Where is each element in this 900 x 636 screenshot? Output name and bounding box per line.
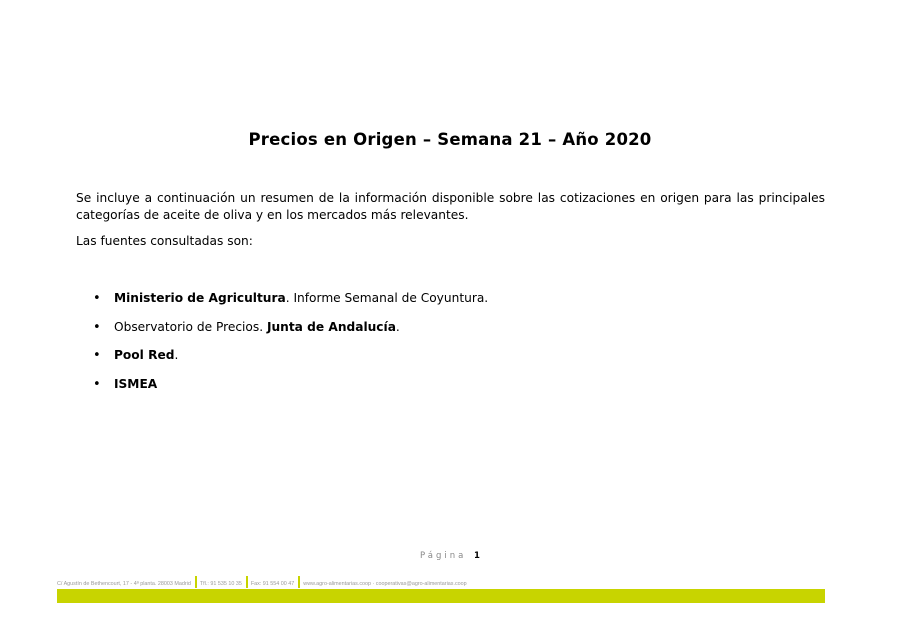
source-name: Pool Red [114, 348, 175, 362]
source-name: Ministerio de Agricultura [114, 291, 286, 305]
list-item [76, 290, 488, 319]
source-name: ISMEA [114, 376, 158, 391]
bullet-icon: • [93, 376, 101, 392]
source-prefix: Observatorio de Precios. [114, 319, 267, 334]
sources-intro: Las fuentes consultadas son: [76, 234, 253, 248]
bullet-icon: • [93, 291, 101, 306]
sources-list [76, 290, 488, 404]
footer-address: C/ Agustín de Bethencourt, 17 - 4ª planta. 28003 Madrid [57, 581, 191, 587]
page-label: Página [420, 551, 467, 561]
list-item [76, 347, 488, 376]
intro-paragraph [76, 190, 825, 224]
footer-fax: Fax: 91 554 00 47 [250, 581, 295, 587]
page-number [0, 551, 900, 561]
intro-line-1: Se incluye a continuación un resumen de la información disponible sobre las cotizaciones en origen para las principales [76, 191, 825, 205]
bullet-icon: • [93, 319, 101, 335]
bullet-icon: • [93, 348, 101, 363]
page-number-value: 1 [474, 551, 480, 561]
footer-separator [195, 576, 197, 588]
footer-separator [246, 576, 248, 588]
intro-line-2: categorías de aceite de oliva y en los mercados más relevantes. [76, 208, 469, 222]
footer-web-email: www.agro-alimentarias.coop · cooperativas@agro-alimentarias.coop [303, 581, 467, 587]
footer-separator [298, 576, 300, 588]
footer-phone: Tfl.: 91 535 10 35 [199, 581, 242, 587]
footer-accent-bar [57, 589, 825, 603]
footer-contact [57, 576, 471, 588]
source-detail: . [395, 319, 400, 334]
list-item [76, 376, 488, 405]
list-item [76, 319, 488, 348]
source-detail: . Informe Semanal de Coyuntura. [285, 291, 489, 305]
source-name: Junta de Andalucía [266, 319, 396, 334]
source-detail: . [174, 348, 179, 362]
document-title: Precios en Origen – Semana 21 – Año 2020 [248, 130, 652, 149]
